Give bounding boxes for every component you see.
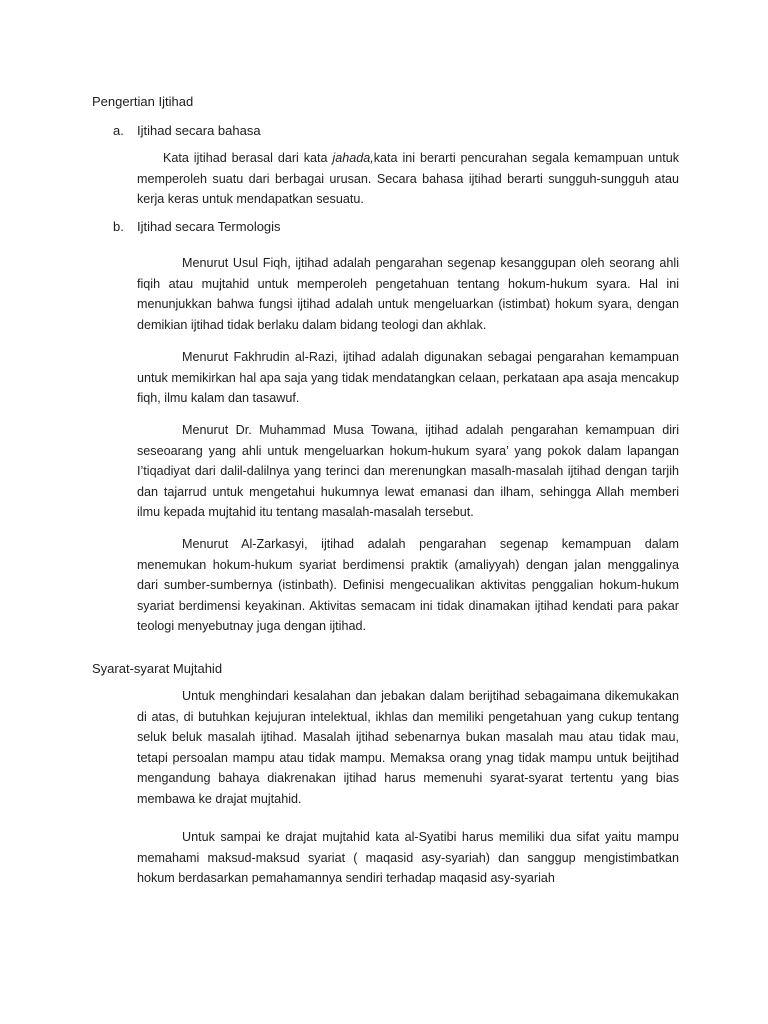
paragraph-text: Kata ijtihad berasal dari kata xyxy=(163,151,333,165)
subheading-a xyxy=(113,122,261,140)
heading-pengertian-ijtihad: Pengertian Ijtihad xyxy=(92,94,194,109)
list-marker-a: a. xyxy=(113,123,124,138)
heading-syarat-mujtahid: Syarat-syarat Mujtahid xyxy=(92,661,223,676)
subheading-b xyxy=(113,218,281,236)
paragraph-fakhrudin-al-razi: Menurut Fakhrudin al-Razi, ijtihad adalah digunakan sebagai pengarahan kemampuan untuk memikirkan hal apa saja yang tidak mendatangkan celaan, perkataan apa asaja mencakup fiqh, ilmu kalam dan tasawuf. xyxy=(137,350,679,406)
paragraph-syarat-1: Untuk menghindari kesalahan dan jebakan dalam berijtihad sebagaimana dikemukakan di atas, di butuhkan kejujuran intelektual, ikhlas dan memiliki pengetahuan yang cukup tentang seluk beluk masalah ijtihad. Masalah ijtihad sebenarnya bukan masalah mau atau tidak mau, tetapi persoalan mampu atau tidak mampu. Memaksa orang ynag tidak mampu untuk beijtihad mengandung bahaya diakrenakan ijtihad harus memenuhi syarat-syarat tertentu yang bias membawa ke drajat mujtahid. xyxy=(137,689,679,806)
list-marker-b: b. xyxy=(113,219,124,234)
paragraph-text: kata ini berarti pencurahan segala kemampuan untuk memperoleh suatu dari berbagai urusan. Secara bahasa ijtihad berarti sungguh-sungguh atau kerja keras untuk mendapatkan sesuatu. xyxy=(137,151,679,207)
subheading-b-label: Ijtihad secara Termologis xyxy=(137,219,281,234)
subheading-a-label: Ijtihad secara bahasa xyxy=(137,123,261,138)
paragraph-syarat-2: Untuk sampai ke drajat mujtahid kata al-Syatibi harus memiliki dua sifat yaitu mampu memahami maksud-maksud syariat ( maqasid asy-syariah) dan sanggup mengistimbatkan hokum berdasarkan pemahamannya sendiri terhadap maqasid asy-syariah xyxy=(137,830,679,886)
paragraph-ijtihad-bahasa xyxy=(137,148,679,210)
paragraph-usul-fiqh: Menurut Usul Fiqh, ijtihad adalah pengarahan segenap kesanggupan oleh seorang ahli fiqih atau mujtahid untuk memperoleh pengetahuan tentang hokum-hukum syara. Hal ini menunjukkan bahwa fungsi ijtihad adalah untuk mengeluarkan (istimbat) hokum syara, dengan demikian ijtihad tidak berlaku dalam bidang teologi dan akhlak. xyxy=(137,256,679,332)
italic-term: jahada, xyxy=(332,151,374,165)
paragraph-musa-towana: Menurut Dr. Muhammad Musa Towana, ijtihad adalah pengarahan kemampuan diri seseoarang yang ahli untuk mengeluarkan hokum-hukum syara’ yang pokok dalam lapangan I’tiqadiyat dari dalil-dalilnya yang terinci dan merenungkan masalh-masalah ijtihad dengan tarjih dan tajarrud untuk mengetahui hukumnya lewat emanasi dan ilham, sehingga Allah memberi ilmu kepada mujtahid itu tentang masalah-masalah tersebut. xyxy=(137,423,679,520)
paragraph-al-zarkasyi: Menurut Al-Zarkasyi, ijtihad adalah pengarahan segenap kemampuan dalam menemukan hokum-hukum syariat berdimensi praktik (amaliyyah) dengan jalan menggalinya dari sumber-sumbernya (istinbath). Definisi mengecualikan aktivitas penggalian hokum-hukum syariat berdimensi keyakinan. Aktivitas semacam ini tidak dinamakan ijtihad kendati para pakar teologi menyebutnay juga dengan ijtihad. xyxy=(137,537,679,634)
